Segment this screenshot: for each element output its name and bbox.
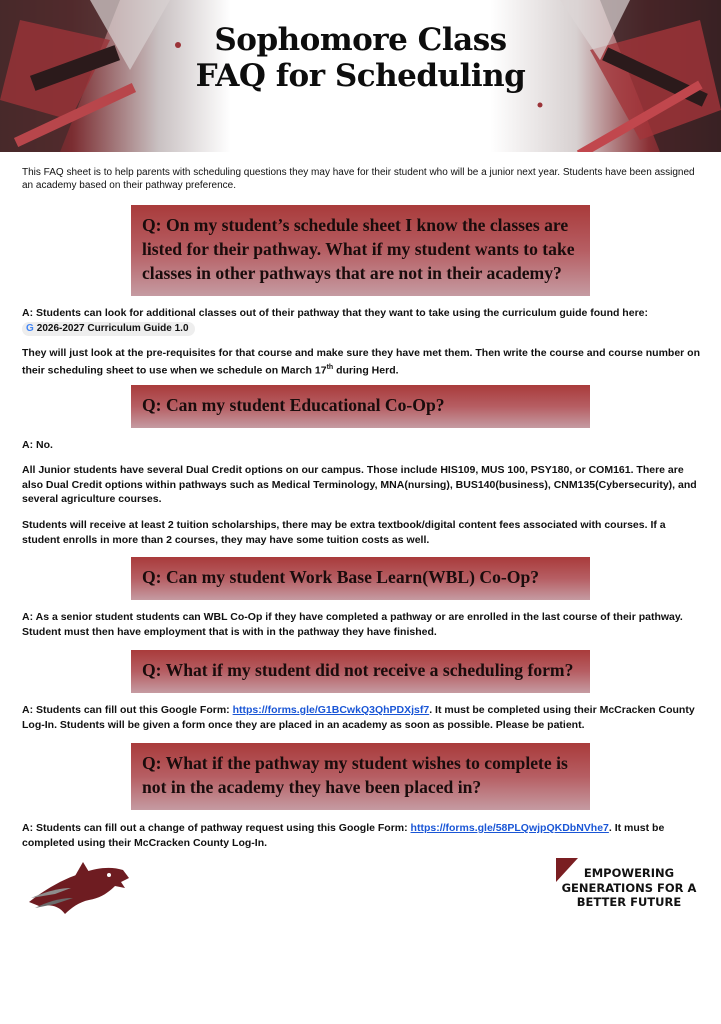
answer-2-extra-2: Students will receive at least 2 tuition scholarships, there may be extra textbook/digital content fees associated with courses. If a student enrolls in more than 2 courses, they may have some tuition costs as well. (22, 519, 666, 546)
intro-text: This FAQ sheet is to help parents with scheduling questions they may have for their student who will be a junior next year. Students have been assigned an academy based on their pathway preference. (22, 167, 695, 191)
question-box-3: Q: Can my student Work Base Learn(WBL) Co-Op? (131, 557, 590, 600)
answer-5-text-end: . It must be completed using their McCracken County Log-In. (22, 822, 665, 849)
answer-1-extra-sup: th (326, 363, 334, 371)
question-box-4: Q: What if my student did not receive a scheduling form? (131, 650, 590, 693)
answer-3: A: As a senior student students can WBL Co-Op if they have completed a pathway or are enrolled in the last course of their pathway. Student must then have employment that is with in the pathway they have finished. (22, 611, 683, 638)
slogan-line-1: EMPOWERING (583, 866, 675, 880)
answer-5 (22, 821, 700, 850)
answer-4 (22, 703, 700, 732)
answer-4-text-end: . It must be completed using their McCracken County Log-In. Students will be given a form once they are placed in an academy as soon as possible. Please be patient. (22, 704, 695, 731)
answer-4-text: A: Students can fill out this Google Form: (22, 704, 233, 716)
page-title-line1: Sophomore Class (214, 22, 507, 58)
answer-5-text: A: Students can fill out a change of pathway request using this Google Form: (22, 822, 411, 834)
google-drive-icon: G (26, 322, 34, 334)
answer-1-extra-end: during Herd. (333, 364, 399, 376)
answer-2-extra-1: All Junior students have several Dual Credit options on our campus. Those include HIS109, MUS 100, PSY180, or COM161. There are also Dual Credit options within pathways such as Medical Terminology, MNA(nursing), BUS140(business), CNM135(Cybersecurity), and several agriculture courses. (22, 464, 697, 505)
answer-1-extra-text: They will just look at the pre-requisites for that course and make sure they have met them. Then write the course and course number on their scheduling sheet to use when we schedule on March 17 (22, 347, 700, 376)
curriculum-guide-chip[interactable] (22, 322, 195, 336)
page-title-line2: FAQ for Scheduling (195, 58, 526, 94)
question-box-5: Q: What if the pathway my student wishes to complete is not in the academy they have been placed in? (131, 743, 590, 810)
answer-2: A: No. (22, 439, 53, 451)
answer-1 (22, 306, 700, 336)
pathway-change-form-link[interactable]: https://forms.gle/58PLQwjpQKDbNVhe7 (410, 822, 609, 834)
question-box-2: Q: Can my student Educational Co-Op? (131, 385, 590, 428)
header-banner (0, 0, 721, 152)
answer-1-extra (22, 346, 700, 378)
slogan-line-2: GENERATIONS FOR A (561, 880, 697, 895)
scheduling-form-link[interactable]: https://forms.gle/G1BCwkQ3QhPDXjsf7 (232, 704, 430, 716)
question-box-1: Q: On my student’s schedule sheet I know the classes are listed for their pathway. What if my student wants to take classes in other pathways that are not in their academy? (131, 205, 590, 296)
curriculum-guide-label: 2026-2027 Curriculum Guide 1.0 (36, 322, 189, 334)
answer-1-text: A: Students can look for additional classes out of their pathway that they want to take using the curriculum guide found here: (22, 307, 648, 319)
mustang-head-icon (25, 858, 131, 916)
slogan (559, 866, 699, 910)
slogan-line-3: BETTER FUTURE (576, 895, 682, 909)
